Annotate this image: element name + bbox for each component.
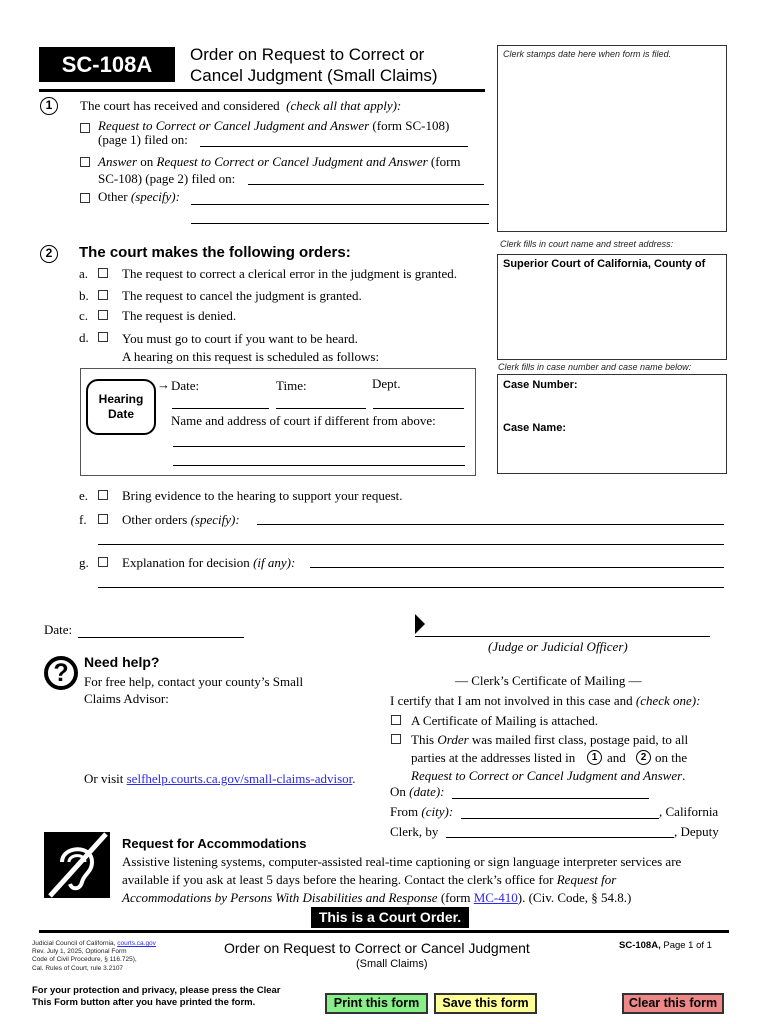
save-form-button[interactable]: Save this form [434, 993, 537, 1014]
checkbox-answer-filed[interactable] [80, 157, 90, 167]
signature-date-field[interactable] [78, 637, 244, 638]
section-1-intro-hint: (check all that apply): [286, 98, 402, 113]
help-text-line2: Claims Advisor: [84, 691, 169, 706]
mailing-option2-line3: Request to Correct or Cancel Judgment and Answer [411, 768, 683, 783]
footer-privacy [32, 985, 280, 1009]
section-1-number: 1 [40, 97, 58, 115]
header-rule [39, 89, 485, 92]
mailing-option2-b: was mailed first class, postage paid, to all [468, 732, 689, 747]
checkbox-order-b[interactable] [98, 290, 108, 300]
accommodations-line1: Assistive listening systems, computer-assisted real-time captioning or sign language interpreter services are [122, 854, 682, 869]
checkbox-request-filed[interactable] [80, 123, 90, 133]
other-orders-field-2[interactable] [98, 544, 724, 545]
courts-ca-gov-link[interactable]: courts.ca.gov [117, 940, 156, 947]
case-number-label: Case Number: [503, 379, 578, 391]
other-orders-field[interactable] [257, 524, 724, 525]
footer-citation [32, 940, 156, 973]
mailing-on-the: on the [655, 750, 688, 765]
mailing-option1: A Certificate of Mailing is attached. [411, 713, 598, 728]
hearing-badge-line2: Date [107, 407, 134, 421]
help-heading: Need help? [84, 654, 160, 670]
mailing-option2 [411, 731, 688, 785]
signature-arrow-icon [415, 614, 425, 634]
item-answer-italic: Answer [98, 154, 137, 169]
court-order-banner: This is a Court Order. [311, 907, 469, 928]
order-f-letter: f. [79, 512, 87, 527]
checkbox-order-e[interactable] [98, 490, 108, 500]
selfhelp-link[interactable]: selfhelp.courts.ca.gov/small-claims-advisor [126, 771, 353, 786]
help-visit-suffix: . [352, 771, 356, 786]
item-other-label: Other [98, 189, 128, 204]
help-visit [84, 771, 356, 787]
order-d-text [122, 330, 379, 366]
form-title-line2: Cancel Judgment (Small Claims) [190, 66, 438, 85]
hearing-dept-field[interactable] [373, 408, 464, 409]
help-question-icon: ? [44, 656, 78, 690]
order-e-text: Bring evidence to the hearing to support your request. [122, 488, 403, 503]
help-text-line1: For free help, contact your county’s Small [84, 674, 304, 689]
court-name-box[interactable] [497, 254, 727, 360]
footer-rule [39, 930, 729, 933]
accommodations-line2-italic: Request for [556, 872, 617, 887]
checkbox-order-d[interactable] [98, 332, 108, 342]
section-1-intro-text: The court has received and considered [80, 98, 280, 113]
footer-code: Code of Civil Procedure, § 116.725), [32, 956, 137, 964]
clerk-stamp-label: Clerk stamps date here when form is filed. [503, 49, 672, 59]
section-2-heading: The court makes the following orders: [79, 244, 351, 261]
item-answer-italic2: Request to Correct or Cancel Judgment and Answer [156, 154, 428, 169]
mailing-title: — Clerk’s Certificate of Mailing — [455, 673, 642, 688]
footer-council: Judicial Council of California, [32, 940, 118, 947]
hearing-date-badge [86, 379, 156, 435]
checkbox-order-f[interactable] [98, 514, 108, 524]
judge-caption: (Judge or Judicial Officer) [488, 639, 628, 654]
checkbox-other[interactable] [80, 193, 90, 203]
mailing-from-label [390, 804, 453, 820]
footer-rules: Cal. Rules of Court, rule 3.2107 [32, 964, 124, 972]
mailing-period: . [682, 768, 686, 783]
explanation-field-2[interactable] [98, 587, 724, 588]
clerk-stamp-box [497, 45, 727, 232]
order-a-text: The request to correct a clerical error in the judgment is granted. [122, 266, 457, 281]
reference-circle-2: 2 [636, 750, 651, 765]
form-title [190, 44, 438, 86]
form-title-line1: Order on Request to Correct or [190, 45, 425, 64]
print-form-button[interactable]: Print this form [325, 993, 428, 1014]
checkbox-order-g[interactable] [98, 557, 108, 567]
mailing-clerk-label: Clerk, by [390, 824, 439, 839]
accommodations-line3-b: ). (Civ. Code, § 54.8.) [517, 890, 632, 905]
footer-rev: Rev. July 1, 2025, Optional Form [32, 948, 127, 956]
checkbox-order-c[interactable] [98, 310, 108, 320]
hearing-dept-label: Dept. [372, 376, 401, 391]
case-info-box[interactable] [497, 374, 727, 474]
item-request-filed-rest: (form SC-108) [369, 118, 450, 133]
item-other [98, 189, 180, 205]
item-other-hint: (specify): [130, 189, 180, 204]
item-request-filed-italic: Request to Correct or Cancel Judgment and Answer [98, 118, 370, 133]
order-g-label: Explanation for decision [122, 555, 250, 570]
order-b-letter: b. [79, 288, 89, 303]
hearing-address-field[interactable] [173, 446, 465, 447]
mailing-on-hint: (date): [409, 784, 445, 799]
explanation-field[interactable] [310, 567, 724, 568]
footer-page-number: Page 1 of 1 [660, 940, 712, 951]
order-f-hint: (specify): [190, 512, 240, 527]
footer-privacy-line1: For your protection and privacy, please press the Clear [32, 985, 281, 996]
item-answer-rest: (form [427, 154, 461, 169]
hearing-date-field[interactable] [172, 408, 269, 409]
hearing-time-label: Time: [276, 378, 307, 393]
mailing-intro [390, 693, 700, 709]
accommodations-line3-a: (form [437, 890, 474, 905]
reference-circle-1: 1 [587, 750, 602, 765]
order-e-letter: e. [79, 488, 89, 503]
clear-form-button[interactable]: Clear this form [622, 993, 724, 1014]
mailing-clerk-field[interactable] [446, 837, 674, 838]
judge-signature-field[interactable] [415, 636, 710, 637]
mailing-from-hint: (city): [421, 804, 454, 819]
section-1-intro [80, 98, 401, 114]
mailing-option2-a: This [411, 732, 438, 747]
hearing-assistance-icon [44, 832, 110, 898]
order-f-text [122, 512, 240, 528]
section-2-number: 2 [40, 245, 58, 263]
order-d-line2: A hearing on this request is scheduled as follows: [122, 349, 380, 364]
hearing-badge-line1: Hearing [98, 392, 144, 406]
court-caption: Clerk fills in court name and street address: [500, 239, 674, 249]
other-specify-field[interactable] [191, 204, 489, 205]
checkbox-order-mailed[interactable] [391, 734, 401, 744]
mailing-option2-line2: parties at the addresses listed in [411, 750, 576, 765]
footer-page [619, 940, 712, 951]
hearing-date-label: Date: [171, 378, 200, 393]
answer-filed-date-field[interactable] [248, 184, 484, 185]
mailing-date-field[interactable] [452, 798, 649, 799]
mc410-link[interactable]: MC-410 [473, 890, 518, 905]
help-text [84, 673, 303, 707]
mailing-city-field[interactable] [461, 818, 659, 819]
item-request-filed [98, 119, 449, 147]
mailing-and: and [607, 750, 626, 765]
hearing-address-label: Name and address of court if different from above: [171, 413, 436, 428]
form-code-badge: SC-108A [39, 47, 175, 82]
order-b-text: The request to cancel the judgment is granted. [122, 288, 362, 303]
order-g-text [122, 555, 295, 571]
arrow-icon: → [157, 377, 170, 392]
item-request-filed-line2: (page 1) filed on: [98, 132, 188, 147]
mailing-deputy: , Deputy [674, 824, 719, 839]
other-specify-field-2[interactable] [191, 223, 489, 224]
mailing-option2-italic: Order [437, 732, 469, 747]
hearing-time-field[interactable] [276, 408, 366, 409]
case-caption: Clerk fills in case number and case name below: [498, 362, 692, 372]
footer-privacy-line2: This Form button after you have printed the form. [32, 997, 256, 1008]
footer-subtitle: (Small Claims) [356, 958, 428, 970]
checkbox-order-a[interactable] [98, 268, 108, 278]
mailing-on-text: On [390, 784, 406, 799]
mailing-on-label [390, 784, 445, 800]
hearing-address-field-2[interactable] [173, 465, 465, 466]
help-visit-prefix: Or visit [84, 771, 127, 786]
order-f-label: Other orders [122, 512, 188, 527]
accommodations-heading: Request for Accommodations [122, 836, 307, 851]
case-name-label: Case Name: [503, 422, 566, 434]
mailing-from-text: From [390, 804, 419, 819]
accommodations-line2: available if you ask at least 5 days before the hearing. Contact the clerk’s office for [122, 872, 557, 887]
order-g-hint: (if any): [253, 555, 296, 570]
accommodations-line3-italic: Accommodations by Persons With Disabilities and Response [122, 890, 438, 905]
order-c-letter: c. [79, 308, 89, 323]
signature-date-label: Date: [44, 622, 73, 637]
item-answer-filed [98, 153, 461, 187]
accommodations-text [122, 853, 681, 907]
order-g-letter: g. [79, 555, 89, 570]
order-d-letter: d. [79, 330, 89, 345]
checkbox-certificate-attached[interactable] [391, 715, 401, 725]
mailing-california: , California [659, 804, 719, 819]
order-c-text: The request is denied. [122, 308, 237, 323]
item-answer-line2: SC-108) (page 2) filed on: [98, 171, 236, 186]
request-filed-date-field[interactable] [200, 146, 468, 147]
item-answer-mid: on [137, 154, 157, 169]
footer-form-code: SC-108A, [619, 940, 661, 951]
order-a-letter: a. [79, 266, 89, 281]
mailing-intro-text: I certify that I am not involved in this case and [390, 693, 633, 708]
court-name-label: Superior Court of California, County of [503, 258, 706, 270]
footer-title: Order on Request to Correct or Cancel Judgment [224, 940, 530, 956]
order-d-line1: You must go to court if you want to be heard. [122, 331, 358, 346]
mailing-intro-hint: (check one): [635, 693, 701, 708]
